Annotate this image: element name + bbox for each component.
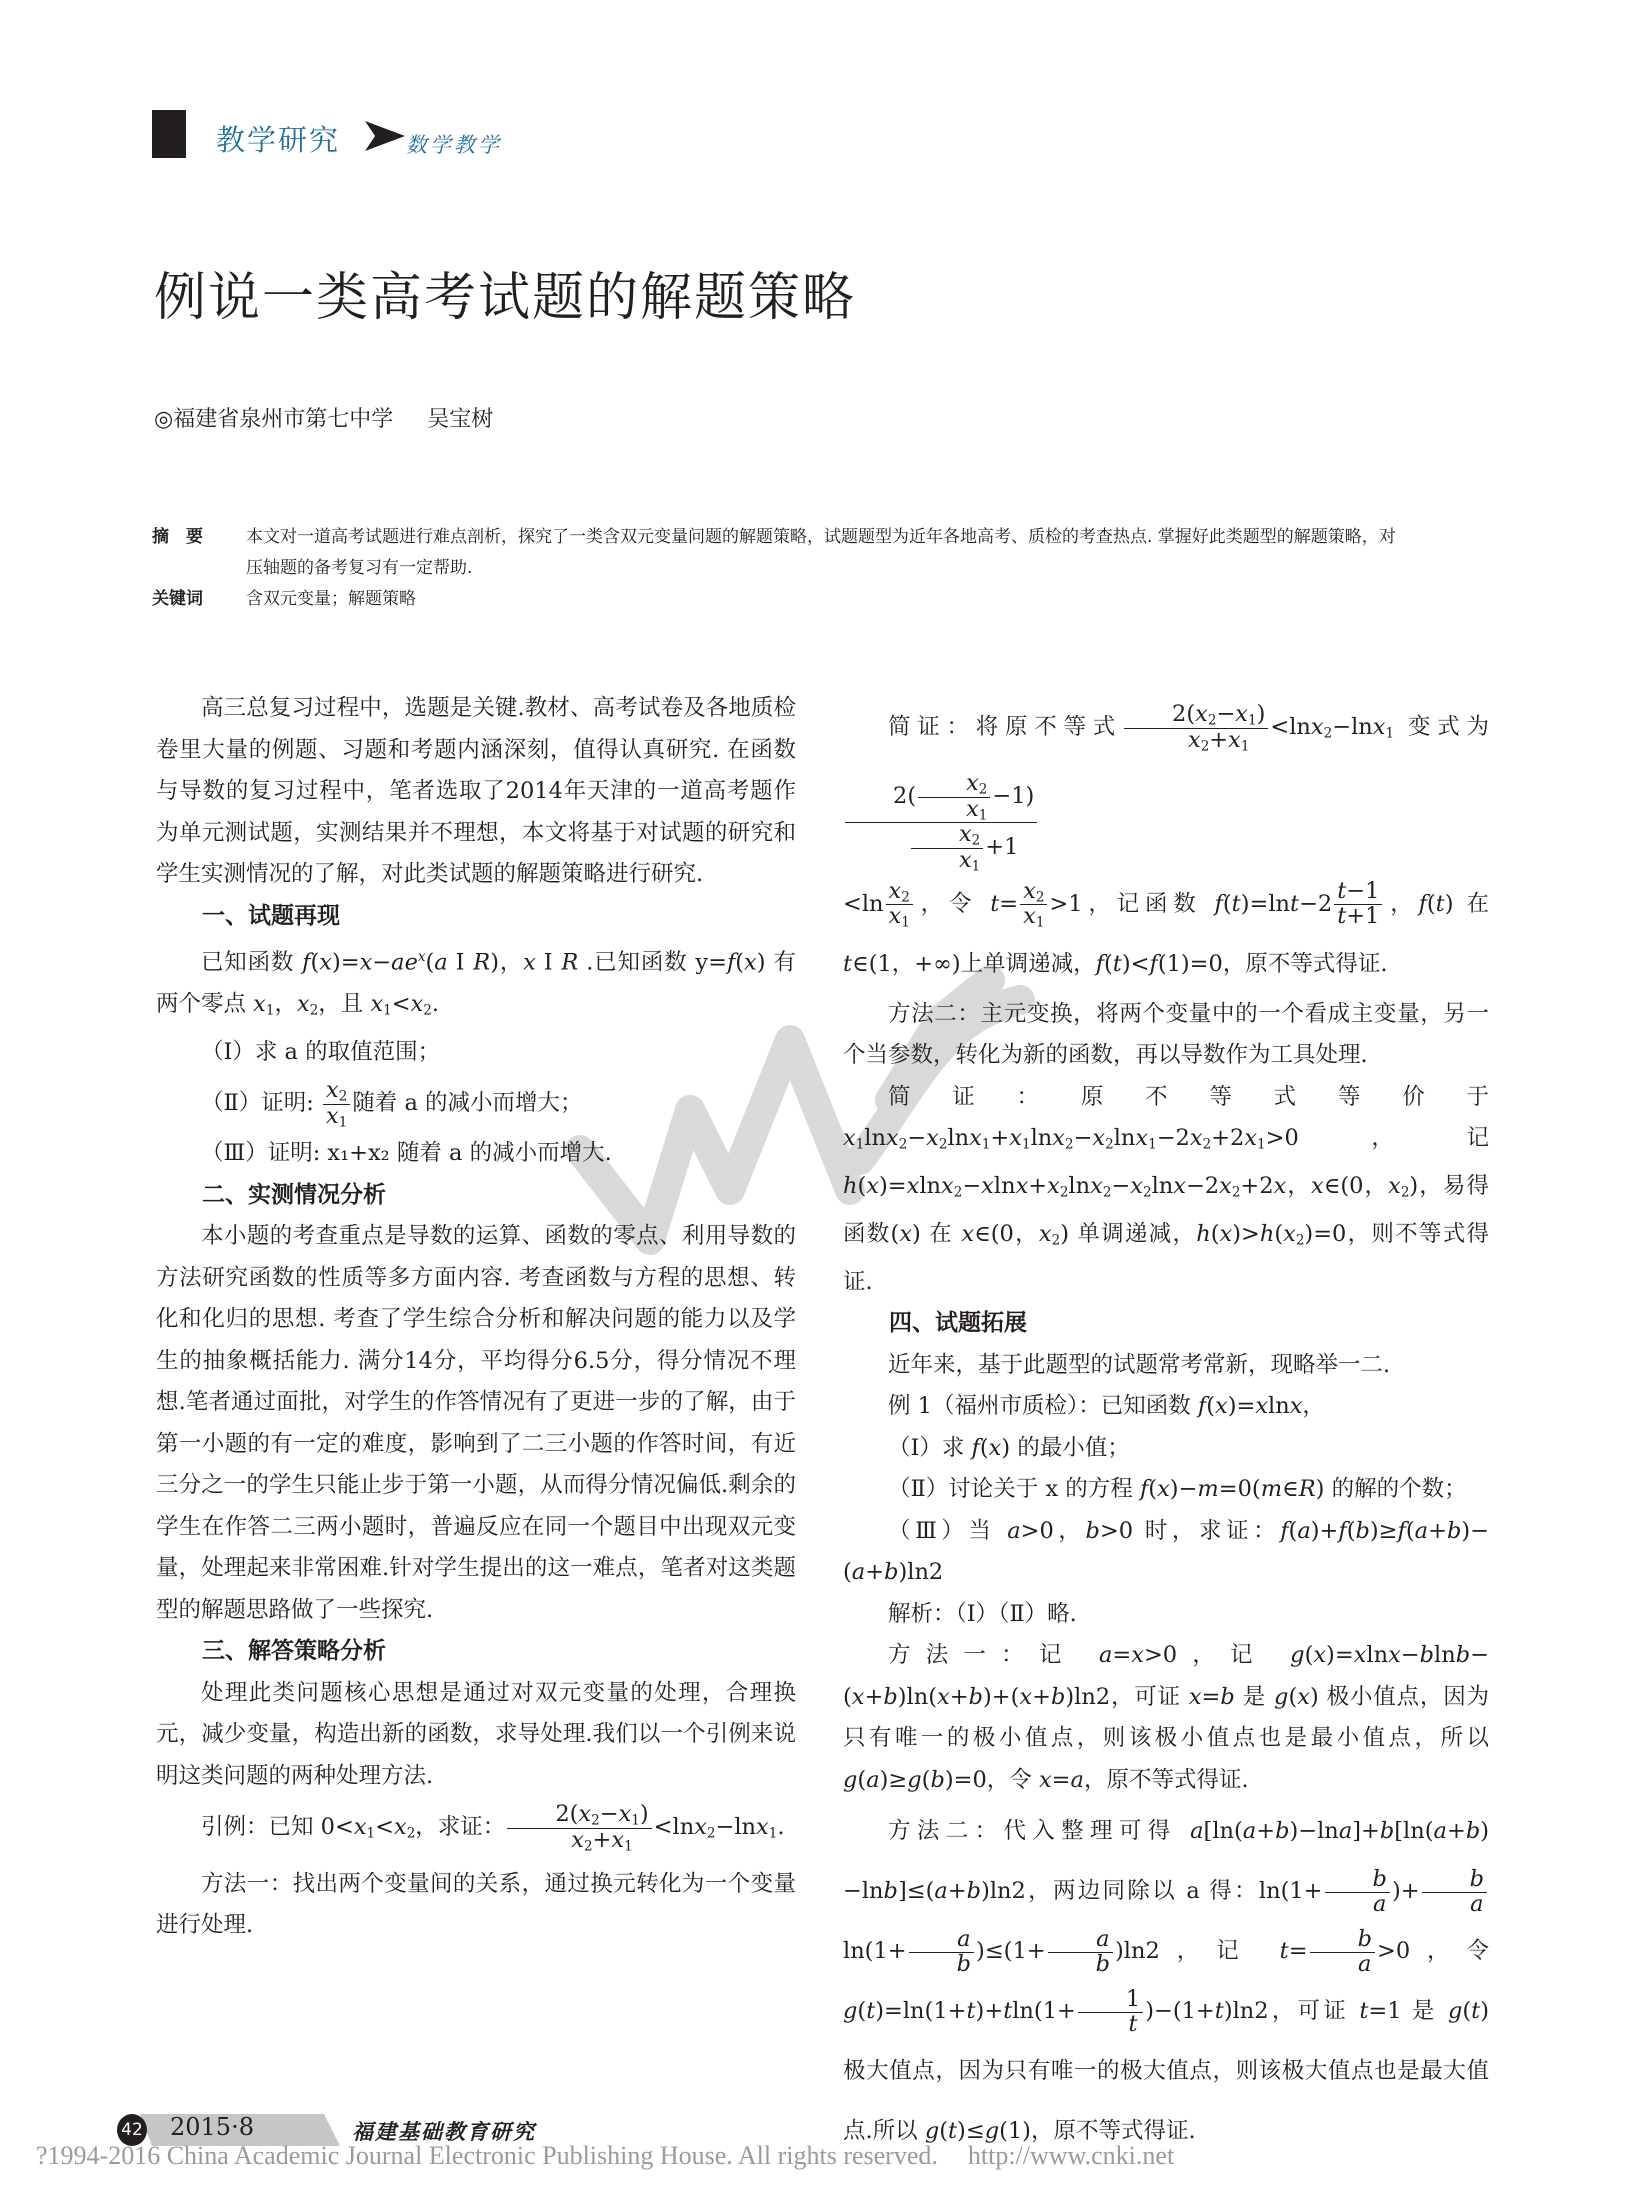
subsection-title: 数学教学 [406,133,502,157]
abstract-label: 摘 要 [152,527,203,547]
problem-statement: 已知函数 $f(x)=x-ae^x(a$ Ⅰ R)，x Ⅰ R .已知函数 y=f(x) 有两个零点 $x_1$，$x_2$，且 $x_1<x_2$. [156,949,796,1019]
question-2: （Ⅱ）证明: $\frac{x_2}{x_1}$ 随着 a 的减小而增大； [201,1077,583,1131]
strategy-paragraph: 处理此类问题核心思想是通过对双元变量的处理，合理换元，减少变量，构造出新的函数，求导处理.我们以一个引例来说明这类问题的两种处理方法. [156,1679,796,1789]
solution-method-2: 方法二：代入整理可得 a[ln(a+b)−lna]+b[ln(a+b)−lnb]≤(a+b)ln2，两边同除以 a 得：ln(1+ $\frac{b}{a}$ )+ $\frac{b}{a}$ ln(1+ $\frac{a}{b}$ )≤(1+ $\frac{a}{b}$ )ln2，记 t= $\frac{b}{a}$ >0，令 g(t)=ln(1+t)+tln(1+ $\frac{1}{t}$ )−(1+t)ln2，可证 t=1 是 g(t) 极大值点，因为只有唯一的极大值点，则该极大值点也是最大值点.所以 g(t)≤g(1)，原不等式得证. [843,1818,1489,2145]
example-1: 例 1（福州市质检）：已知函数 f(x)=xlnx， [888,1393,1325,1420]
proof-2: 简证：原不等式等价于 $x_1\ln x_2-x_2\ln x_1+x_1\ln x_2-x_2\ln x_1-2x_2+2x_1>0$，记 $h(x)=xlnx_2-xlnx+x_2\ln x_2-x_2\ln x-2x_2+2x$，x∈(0，$x_2$)，易得函数(x) 在 x∈(0，$x_2$) 单调递减，$h(x)>h(x_2)=0$，则不等式得证. [843,1083,1489,1295]
author-name: 吴宝树 [427,407,494,432]
abstract-text: 本文对一道高考试题进行难点剖析，探究了一类含双元变量问题的解题策略，试题题型为近年各地高考、质检的考查热点. 掌握好此类题型的解题策略，对压轴题的备考复习有一定帮助. [246,527,1396,578]
copyright-line [36,2141,1174,2171]
section-heading-2: 二、实测情况分析 [202,1181,386,1208]
keywords-text: 含双元变量；解题策略 [246,589,416,609]
solution-method-1: 方法一：记 a=x>0，记 g(x)=xlnx−blnb−(x+b)ln(x+b)+(x+b)ln2，可证 x=b 是 g(x) 极小值点，因为只有唯一的极小值点，则该极小值点也是最小值点，所以 g(a)≥g(b)=0，令 x=a，原不等式得证. [843,1642,1489,1793]
example-1-q1: （Ⅰ）求 f(x) 的最小值； [888,1434,1130,1461]
author-affiliation: ◎福建省泉州市第七中学 [154,407,394,432]
analysis-paragraph: 本小题的考查重点是导数的运算、函数的零点、利用导数的方法研究函数的性质等多方面内容. 考查函数与方程的思想、转化和化归的思想. 考查了学生综合分析和解决问题的能力以及学生的抽象概括能力. 满分14分，平均得分6.5分，得分情况不理想.笔者通过面批，对学生的作答情况有了更进一步的了解，由于第一小题的有一定的难度，影响到了二三小题的作答时间，有近三分之一的学生只能止步于第一小题，从而得分情况偏低.剩余的学生在作答二三两小题时，普遍反应在同一个题目中出现双元变量，处理起来非常困难.针对学生提出的这一难点，笔者对这类题型的解题思路做了一些探究. [156,1223,796,1623]
arrow-icon [365,121,405,151]
page-number: 42 [117,2114,147,2146]
section-heading-3: 三、解答策略分析 [202,1638,386,1665]
journal-name: 福建基础教育研究 [352,2119,536,2144]
lead-example: 引例：已知 $0<x_1<x_2$，求证： $\frac{2(x_2-x_1)}{x_2+x_1}$ <lnx$_2$−lnx$_1$. [201,1801,785,1855]
article-title: 例说一类高考试题的解题策略 [154,268,857,328]
solution-intro: 解析：（Ⅰ）（Ⅱ）略. [888,1600,1077,1627]
cnki-link[interactable]: http://www.cnki.net [967,2141,1175,2170]
intro-paragraph: 高三总复习过程中，选题是关键.教材、高考试卷及各地质检卷里大量的例题、习题和考题内涵深刻，值得认真研究. 在函数与导数的复习过程中，笔者选取了2014年天津的一道高考题作为单元测试题，实测结果并不理想，本文将基于对试题的研究和学生实测情况的了解，对此类试题的解题策略进行研究. [156,695,796,887]
right-column [843,688,1489,2161]
proof-1-cont: <ln $\frac{x_2}{x_1}$ ，令 t= $\frac{x_2}{x_1}$ >1，记函数 f(t)=lnt−2 $\frac{t-1}{t+1}$ ，f(t) 在 t∈(1，+∞)上单调递减，f(t)<f(1)=0，原不等式得证. [843,877,1489,977]
section-marker [152,110,186,158]
example-1-q3: （Ⅲ）当 a>0，b>0 时，求证：f(a)+f(b)≥f(a+b)−(a+b)ln2 [843,1517,1489,1586]
section-heading-4: 四、试题拓展 [889,1310,1027,1337]
method-2: 方法二：主元变换，将两个变量中的一个看成主变量，另一个当参数，转化为新的函数，再以导数作为工具处理. [843,1000,1489,1069]
section-title: 教学研究 [216,123,341,157]
keywords-label: 关键词 [152,589,203,609]
abstract-section [152,522,1412,615]
proof-1: 简证：将原不等式 $\frac{2(x_2-x_1)}{x_2+x_1}$ <lnx$_2$−lnx$_1$ 变式为 2( $\frac{x_2}{x_1}$ −1) $\frac{x_2}{x_1}$ +1 [843,688,1489,874]
issue-date: 2015·8 [170,2113,254,2141]
question-1: （Ⅰ）求 a 的取值范围； [201,1038,441,1065]
left-column [156,688,796,1947]
author-line [154,402,493,433]
section-heading-1: 一、试题再现 [202,902,340,929]
extension-intro: 近年来，基于此题型的试题常考常新，现略举一二. [888,1351,1391,1378]
question-3: （Ⅲ）证明: x₁+x₂ 随着 a 的减小而增大. [201,1140,612,1167]
example-1-q2: （Ⅱ）讨论关于 x 的方程 f(x)−m=0(m∈R) 的解的个数； [888,1476,1467,1503]
copyright-text: ?1994-2016 China Academic Journal Electronic Publishing House. All rights reserved. [36,2141,938,2170]
method-1: 方法一：找出两个变量间的关系，通过换元转化为一个变量进行处理. [156,1870,796,1939]
